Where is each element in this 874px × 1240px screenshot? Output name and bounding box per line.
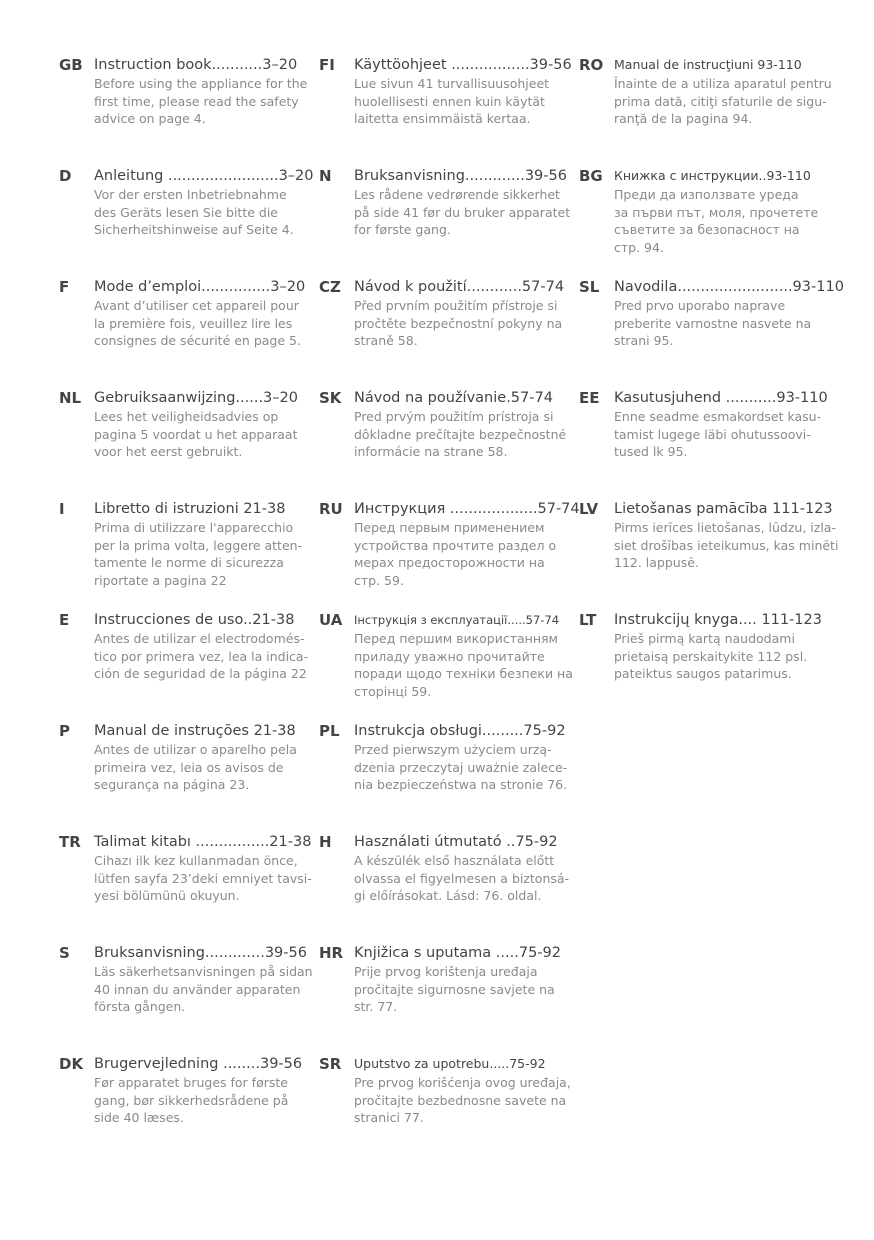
language-code: S <box>59 944 70 962</box>
manual-title: Návod k použití............57-74 <box>354 279 565 295</box>
language-code: H <box>319 833 332 851</box>
manual-title: Navodila.........................93-110 <box>614 279 844 295</box>
language-entry-bg <box>579 166 849 277</box>
language-entry-ro <box>579 55 849 166</box>
language-code: LV <box>579 500 599 518</box>
manual-title: Инструкция ...................57-74 <box>354 501 580 517</box>
manual-title: Mode d’emploi...............3–20 <box>94 279 306 295</box>
safety-note: Antes de utilizar o aparelho pela primeira vez, leia os avisos de segurança na página 23. <box>94 742 297 793</box>
language-code: GB <box>59 56 83 74</box>
safety-note: Prieš pirmą kartą naudodami prietaisą perskaitykite 112 psl. pateiktus saugos patarimus. <box>614 631 808 682</box>
language-entry-f <box>59 277 329 388</box>
safety-note: Pre prvog korišćenja ovog uređaja, pročitajte bezbednosne savete na stranici 77. <box>354 1075 571 1126</box>
language-entry-pl <box>319 721 589 832</box>
safety-note: Lue sivun 41 turvallisuusohjeet huolellisesti ennen kuin käytät laitetta ensimmäistä kertaa. <box>354 76 550 127</box>
language-code: SR <box>319 1055 342 1073</box>
language-code: I <box>59 500 65 518</box>
safety-note: Antes de utilizar el electrodomés- tico por primera vez, lea la indica- ción de seguridad de la página 22 <box>94 631 309 682</box>
language-entry-nl <box>59 388 329 499</box>
language-entry-d <box>59 166 329 277</box>
language-entry-ua <box>319 610 589 721</box>
manual-title: Használati útmutató ..75-92 <box>354 834 558 850</box>
language-code: DK <box>59 1055 84 1073</box>
language-entry-sl <box>579 277 849 388</box>
language-code: SK <box>319 389 342 407</box>
language-code: LT <box>579 611 597 629</box>
safety-note: Lees het veiligheidsadvies op pagina 5 voordat u het apparaat voor het eerst gebruikt. <box>94 409 298 460</box>
language-code: P <box>59 722 70 740</box>
manual-title: Manual de instruções 21-38 <box>94 723 296 739</box>
safety-note: Before using the appliance for the first time, please read the safety advice on page 4. <box>94 76 308 127</box>
language-entry-e <box>59 610 329 721</box>
manual-title: Libretto di istruzioni 21-38 <box>94 501 286 517</box>
language-code: E <box>59 611 70 629</box>
language-column-3 <box>579 55 849 721</box>
language-entry-p <box>59 721 329 832</box>
language-code: F <box>59 278 70 296</box>
manual-title: Uputstvo za upotrebu.....75-92 <box>354 1056 546 1071</box>
safety-note: Prije prvog korištenja uređaja pročitajte sigurnosne savjete na str. 77. <box>354 964 555 1015</box>
language-entry-n <box>319 166 589 277</box>
manual-title: Bruksanvisning.............39-56 <box>94 945 307 961</box>
safety-note: Przed pierwszym użyciem urzą- dzenia przeczytaj uważnie zalece- nia bezpieczeństwa na stronie 76. <box>354 742 568 793</box>
language-code: EE <box>579 389 600 407</box>
safety-note: Avant d’utiliser cet appareil pour la première fois, veuillez lire les consignes de sécurité en page 5. <box>94 298 301 349</box>
language-column-1 <box>59 55 329 1165</box>
language-entry-ee <box>579 388 849 499</box>
language-entry-s <box>59 943 329 1054</box>
manual-title: Kasutusjuhend ...........93-110 <box>614 390 828 406</box>
safety-note: A készülék első használata előtt olvassa el figyelmesen a biztonsá- gi előírásokat. Lásd: 76. oldal. <box>354 853 570 904</box>
manual-title: Gebruiksaanwijzing......3–20 <box>94 390 298 406</box>
language-entry-i <box>59 499 329 610</box>
safety-note: Cihazı ilk kez kullanmadan önce, lütfen sayfa 23’deki emniyet tavsi- yesi bölümünü okuyun. <box>94 853 312 904</box>
manual-title: Bruksanvisning.............39-56 <box>354 168 567 184</box>
manual-title: Lietošanas pamācība 111-123 <box>614 501 833 517</box>
safety-note: Перед первым применением устройства прочтите раздел о мерах предосторожности на стр. 59. <box>354 520 557 588</box>
safety-note: Înainte de a utiliza aparatul pentru prima dată, citiţi sfaturile de sigu- ranţă de la pagina 94. <box>614 76 832 127</box>
manual-title: Instrukcja obsługi.........75-92 <box>354 723 566 739</box>
language-code: D <box>59 167 72 185</box>
language-entry-sk <box>319 388 589 499</box>
language-column-2 <box>319 55 589 1165</box>
language-entry-sr <box>319 1054 589 1165</box>
language-entry-fi <box>319 55 589 166</box>
manual-title: Instruction book...........3–20 <box>94 57 298 73</box>
language-entry-lt <box>579 610 849 721</box>
safety-note: Pred prvo uporabo naprave preberite varnostne nasvete na strani 95. <box>614 298 812 349</box>
language-code: BG <box>579 167 603 185</box>
language-code: SL <box>579 278 600 296</box>
manual-title: Instrucciones de uso..21-38 <box>94 612 295 628</box>
manual-title: Книжка с инструкции..93-110 <box>614 168 811 183</box>
language-code: N <box>319 167 332 185</box>
language-code: HR <box>319 944 344 962</box>
language-entry-ru <box>319 499 589 610</box>
manual-title: Knjižica s uputama .....75-92 <box>354 945 561 961</box>
language-entry-hr <box>319 943 589 1054</box>
language-entry-cz <box>319 277 589 388</box>
safety-note: Läs säkerhetsanvisningen på sidan 40 innan du använder apparaten första gången. <box>94 964 313 1015</box>
manual-title: Käyttöohjeet .................39-56 <box>354 57 572 73</box>
language-code: RO <box>579 56 604 74</box>
safety-note: Før apparatet bruges for første gang, bør sikkerhedsrådene på side 40 læses. <box>94 1075 289 1126</box>
safety-note: Vor der ersten Inbetriebnahme des Geräts lesen Sie bitte die Sicherheitshinweise auf Seite 4. <box>94 187 294 238</box>
manual-title: Brugervejledning ........39-56 <box>94 1056 303 1072</box>
manual-title: Інструкція з експлуатації.....57-74 <box>354 613 560 627</box>
language-code: RU <box>319 500 343 518</box>
safety-note: Prima di utilizzare l'apparecchio per la prima volta, leggere atten- tamente le norme di sicurezza riportate a pagina 22 <box>94 520 303 588</box>
language-entry-lv <box>579 499 849 610</box>
safety-note: Enne seadme esmakordset kasu- tamist lugege läbi ohutussoovi- tused lk 95. <box>614 409 822 460</box>
manual-title: Manual de instrucţiuni 93-110 <box>614 57 802 72</box>
language-entry-dk <box>59 1054 329 1165</box>
safety-note: Před prvním použitím přístroje si pročtěte bezpečnostní pokyny na straně 58. <box>354 298 563 349</box>
language-code: CZ <box>319 278 341 296</box>
safety-note: Pirms ierīces lietošanas, lūdzu, izla- siet drošības ieteikumus, kas minēti 112. lappusē. <box>614 520 839 571</box>
safety-note: Преди да използвате уреда за първи път, моля, прочетете съветите за безопасност на стр. 94. <box>614 187 819 255</box>
safety-note: Pred prvým použitím prístroja si dôkladne prečítajte bezpečnostné informácie na strane 58. <box>354 409 567 460</box>
manual-title: Návod na používanie.57-74 <box>354 390 553 406</box>
language-entry-tr <box>59 832 329 943</box>
language-code: FI <box>319 56 335 74</box>
manual-title: Talimat kitabı ................21-38 <box>94 834 312 850</box>
manual-title: Instrukcijų knyga.... 111-123 <box>614 612 822 628</box>
safety-note: Перед першим використанням приладу уважно прочитайте поради щодо техніки безпеки на сторінці 59. <box>354 631 573 699</box>
language-code: TR <box>59 833 81 851</box>
manual-title: Anleitung ........................3–20 <box>94 168 314 184</box>
language-code: NL <box>59 389 82 407</box>
safety-note: Les rådene vedrørende sikkerhet på side 41 før du bruker apparatet for første gang. <box>354 187 571 238</box>
language-code: UA <box>319 611 343 629</box>
language-code: PL <box>319 722 340 740</box>
language-entry-gb <box>59 55 329 166</box>
language-entry-h <box>319 832 589 943</box>
